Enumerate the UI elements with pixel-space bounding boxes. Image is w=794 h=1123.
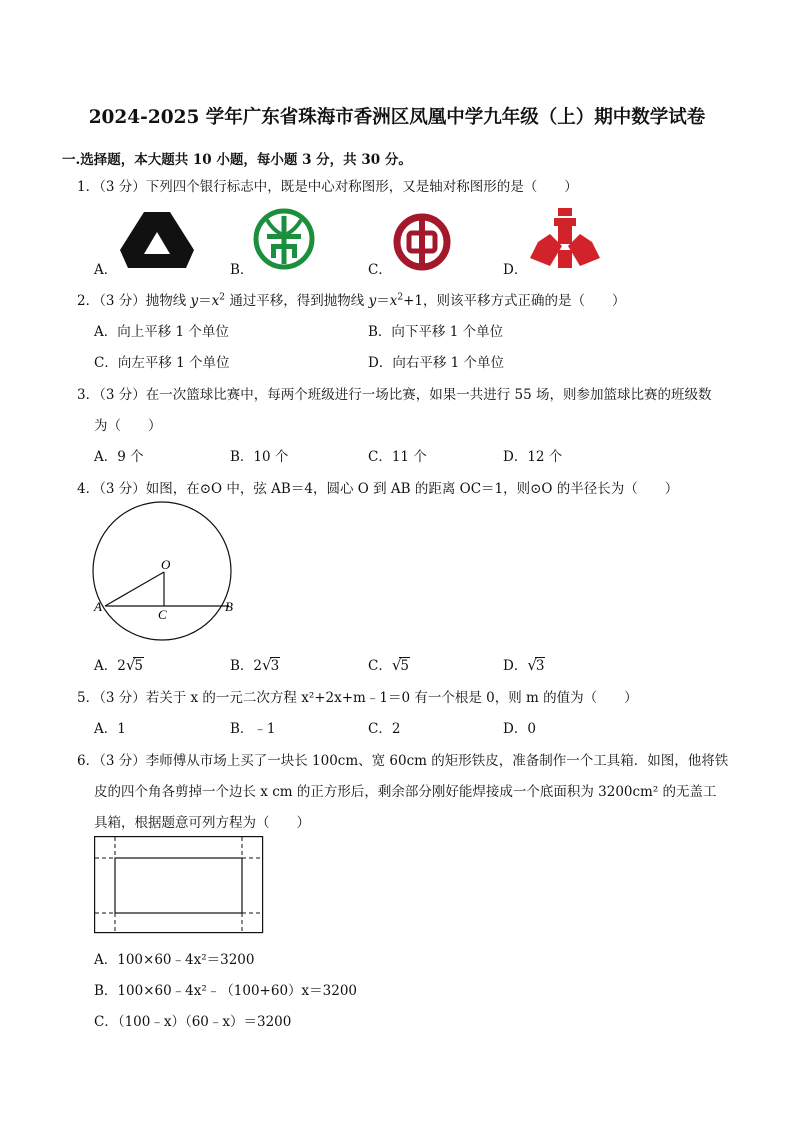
q3-option-b[interactable]: B．10 个	[230, 449, 289, 465]
q1-option-c[interactable]: C．	[368, 262, 392, 278]
bank-of-china-logo-icon	[393, 213, 451, 271]
q1-option-b[interactable]: B．	[230, 262, 254, 278]
sheet-outline	[95, 837, 263, 933]
q2-stem-pre: 2．（3 分）抛物线	[77, 293, 191, 309]
q3-stem-line2: 为（ ）	[94, 418, 162, 434]
q4-option-d[interactable]: D．√3	[503, 656, 545, 674]
q2-option-c[interactable]: C．向左平移 1 个单位	[94, 355, 230, 371]
q2-stem-post: ，则该平移方式正确的是（ ）	[423, 293, 626, 309]
box-base	[115, 858, 242, 913]
q2-option-b[interactable]: B．向下平移 1 个单位	[368, 324, 504, 340]
label-a: A	[94, 599, 102, 614]
circle-diagram	[90, 500, 250, 645]
q2-option-d[interactable]: D．向右平移 1 个单位	[368, 355, 504, 371]
q5-option-a[interactable]: A．1	[94, 721, 126, 737]
agricultural-bank-logo-icon	[253, 208, 315, 270]
q2-stem: 2．（3 分）抛物线 $y=x^2$ 通过平移，得到抛物线 $y=x^2+1$，则该平移方式正确的是（ ）	[77, 292, 626, 309]
label-b: B	[225, 599, 233, 614]
q5-option-c[interactable]: C．2	[368, 721, 401, 737]
q1-option-d[interactable]: D．	[503, 262, 528, 278]
q6-option-a[interactable]: A．100×60﹣4x²＝3200	[94, 952, 255, 968]
page-title: 2024-2025 学年广东省珠海市香洲区凤凰中学九年级（上）期中数学试卷	[88, 107, 706, 128]
q6-stem-line2: 皮的四个角各剪掉一个边长 x cm 的正方形后，剩余部分刚好能焊接成一个底面积为 3200cm² 的无盖工	[94, 784, 717, 800]
q5-stem: 5．（3 分）若关于 x 的一元二次方程 x²+2x+m﹣1＝0 有一个根是 0，则 m 的值为（ ）	[77, 690, 638, 706]
q5-option-b[interactable]: B．﹣1	[230, 721, 276, 737]
label-o: O	[161, 557, 171, 572]
q6-option-b[interactable]: B．100×60﹣4x²﹣（100+60）x＝3200	[94, 983, 358, 999]
q3-option-a[interactable]: A．9 个	[94, 449, 144, 465]
q6-stem-line3: 具箱，根据题意可列方程为（ ）	[94, 815, 310, 831]
q2-stem-mid: 通过平移，得到抛物线	[229, 293, 369, 309]
q3-option-d[interactable]: D．12 个	[503, 449, 563, 465]
q3-option-c[interactable]: C．11 个	[368, 449, 427, 465]
radius-oa	[105, 572, 164, 606]
q1-option-a[interactable]: A．	[94, 262, 118, 278]
q6-stem-line1: 6．（3 分）李师傅从市场上买了一块长 100cm、宽 60cm 的矩形铁皮，准备制作一个工具箱．如图，他将铁	[77, 753, 729, 769]
q4-option-b[interactable]: B．2√3	[230, 656, 280, 674]
q2-option-a[interactable]: A．向上平移 1 个单位	[94, 324, 229, 340]
q5-option-d[interactable]: D．0	[503, 721, 536, 737]
construction-bank-logo-icon	[528, 206, 602, 272]
q4-option-a[interactable]: A．2√5	[94, 656, 143, 674]
section-heading: 一.选择题，本大题共 10 小题，每小题 3 分，共 30 分。	[62, 152, 412, 168]
q3-stem-line1: 3．（3 分）在一次篮球比赛中，每两个班级进行一场比赛，如果一共进行 55 场，则参加篮球比赛的班级数	[77, 387, 712, 403]
sheet-diagram	[94, 836, 264, 934]
triangle-ring-logo-icon	[118, 210, 196, 270]
label-c: C	[158, 607, 167, 622]
q6-option-c[interactable]: C．（100﹣x）（60﹣x）＝3200	[94, 1014, 292, 1030]
q4-stem: 4．（3 分）如图，在⊙O 中，弦 AB＝4，圆心 O 到 AB 的距离 OC＝1，则⊙O 的半径长为（ ）	[77, 481, 679, 497]
q4-option-c[interactable]: C．√5	[368, 656, 409, 674]
q1-stem: 1．（3 分）下列四个银行标志中，既是中心对称图形，又是轴对称图形的是（ ）	[77, 179, 578, 195]
